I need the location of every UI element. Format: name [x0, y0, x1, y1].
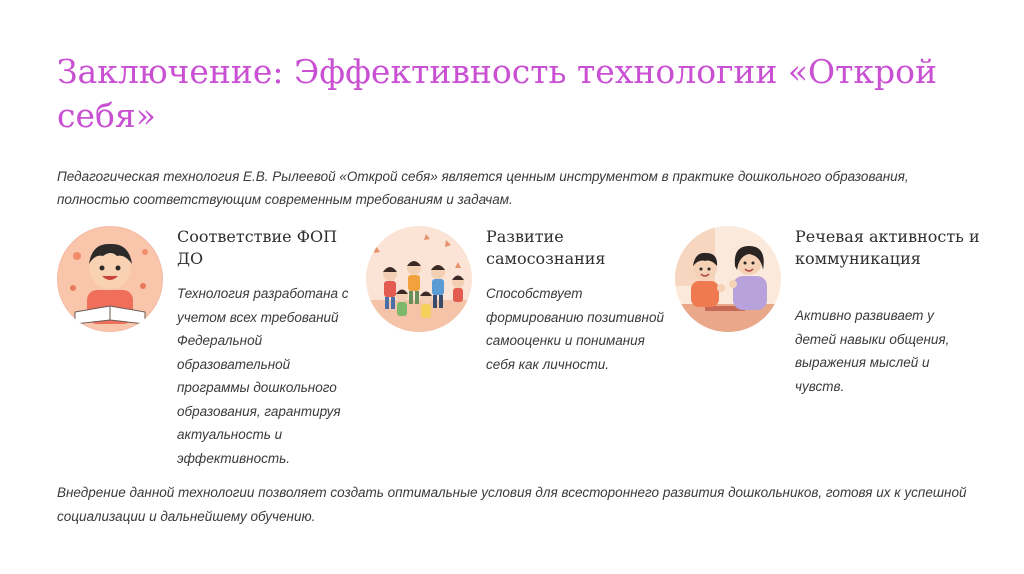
intro-paragraph: Педагогическая технология Е.В. Рылеевой «Открой себя» является ценным инструментом в практике дошкольного образования, полностью соответствующим современным требованиям и задачам.	[57, 169, 909, 207]
children-playing-illustration	[366, 226, 472, 332]
card-heading: Развитие самосознания	[486, 227, 606, 268]
card-text: Способствует формированию позитивной самооценки и понимания себя как личности.	[486, 286, 664, 372]
card-text: Технология разработана с учетом всех требований Федеральной образовательной программы дошкольного образования, гарантируя актуальность и эффективность.	[177, 286, 349, 466]
slide-title: Заключение: Эффективность технологии «Открой себя»	[57, 52, 937, 135]
card-heading: Речевая активность и коммуникация	[795, 227, 980, 268]
boy-reading-book-illustration	[57, 226, 163, 332]
teacher-and-child-talking-illustration	[675, 226, 781, 332]
card-text: Активно развивает у детей навыки общения, выражения мыслей и чувств.	[795, 308, 950, 394]
card-heading: Соответствие ФОП ДО	[177, 227, 338, 268]
conclusion-paragraph: Внедрение данной технологии позволяет создать оптимальные условия для всестороннего развития дошкольников, готовя их к успешной социализации и дальнейшему обучению.	[57, 485, 967, 524]
